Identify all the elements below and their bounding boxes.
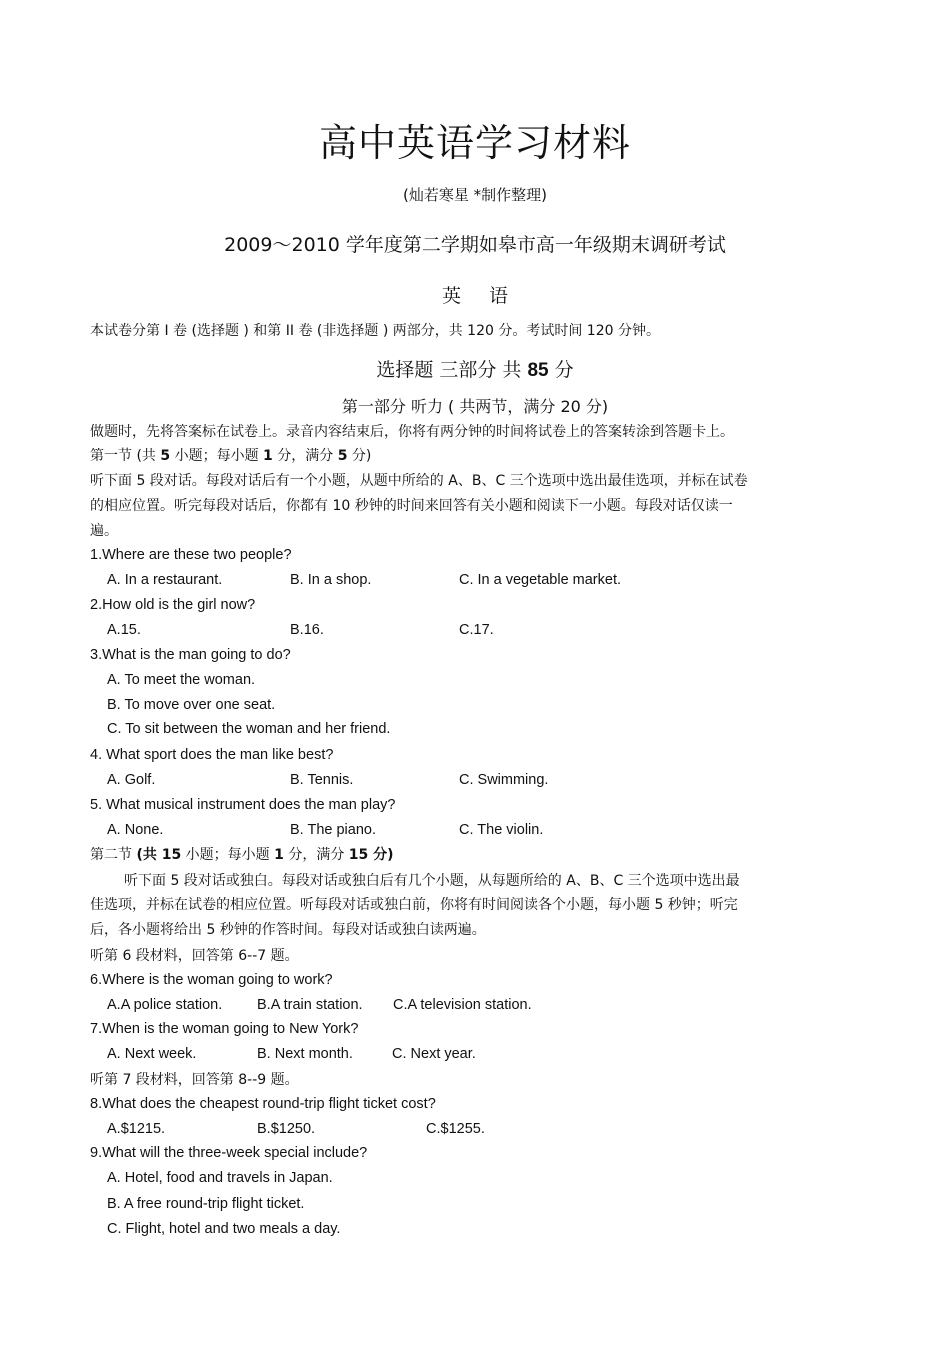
answer-instruction: 做题时，先将答案标在试卷上。录音内容结束后，你将有两分钟的时间将试卷上的答案转涂到答题卡上。 (90, 424, 734, 440)
question-3: 3.What is the man going to do? (90, 647, 291, 663)
q5-option-c: C. The violin. (459, 822, 544, 838)
subject-label: 英语 (441, 285, 536, 307)
q1-option-a: A. In a restaurant. (107, 572, 223, 588)
s1-hb: 小题；每小题 (170, 448, 264, 464)
s2-hp: 1 (274, 847, 284, 863)
s2-hn: 15 (161, 847, 182, 863)
section1-instruction-2: 的相应位置。听完每段对话后，你都有 10 秒钟的时间来回答有关小题和阅读下一小题。每段对话仅读一 (90, 498, 733, 514)
q8-option-a: A.$1215. (107, 1121, 166, 1137)
q1-option-c: C. In a vegetable market. (459, 572, 621, 588)
s2-hd: 分，满分 (283, 847, 349, 863)
page-subtitle: (灿若寒星 *制作整理) (403, 186, 547, 204)
section2-instruction-3: 后，各小题将给出 5 秒钟的作答时间。每段对话或独白读两遍。 (90, 922, 486, 938)
s1-hn: 5 (160, 448, 171, 464)
q1-option-b: B. In a shop. (290, 572, 372, 588)
material-8-9: 听第 7 段材料，回答第 8--9 题。 (90, 1072, 299, 1088)
part1-heading: 第一部分 听力 ( 共两节，满分 20 分) (341, 397, 609, 416)
material-6-7: 听第 6 段材料，回答第 6--7 题。 (90, 948, 299, 964)
question-9: 9.What will the three-week special include? (90, 1145, 368, 1161)
s1-hp: 1 (263, 448, 273, 464)
s2-hc: 小题；每小题 (181, 847, 275, 863)
section-heading-points: 85 (527, 360, 549, 381)
section-heading-suffix: 分 (548, 359, 574, 381)
q4-option-b: B. Tennis. (290, 772, 354, 788)
s2-ht: 15 (348, 847, 369, 863)
q7-option-c: C. Next year. (392, 1046, 476, 1062)
section2-instruction-1: 听下面 5 段对话或独白。每段对话或独白后有几个小题，从每题所给的 A、B、C 三个选项中选出最 (124, 873, 740, 889)
section-heading (0, 355, 950, 382)
q9-option-c: C. Flight, hotel and two meals a day. (107, 1221, 341, 1237)
question-6: 6.Where is the woman going to work? (90, 972, 333, 988)
s1-ha: 第一节 (共 (90, 448, 161, 464)
question-7: 7.When is the woman going to New York? (90, 1021, 359, 1037)
question-4: 4. What sport does the man like best? (90, 747, 334, 763)
section-heading-prefix: 选择题 三部分 共 (376, 359, 528, 381)
q4-option-a: A. Golf. (107, 772, 156, 788)
question-8: 8.What does the cheapest round-trip flight ticket cost? (90, 1096, 436, 1112)
s2-ha: 第二节 (90, 847, 137, 863)
q6-option-c: C.A television station. (393, 997, 532, 1013)
q3-option-c: C. To sit between the woman and her friend. (107, 721, 391, 737)
s2-hb: (共 (136, 847, 162, 863)
section1-instruction-3: 遍。 (90, 523, 118, 539)
q5-option-a: A. None. (107, 822, 164, 838)
section2-instruction-2: 佳选项，并标在试卷的相应位置。听每段对话或独白前，你将有时间阅读各个小题，每小题 5 秒钟；听完 (90, 897, 738, 913)
q6-option-a: A.A police station. (107, 997, 223, 1013)
q7-option-a: A. Next week. (107, 1046, 197, 1062)
q8-option-c: C.$1255. (426, 1121, 485, 1137)
q9-option-b: B. A free round-trip flight ticket. (107, 1196, 305, 1212)
page-title: 高中英语学习材料 (318, 121, 631, 165)
s1-hd: 分) (347, 448, 372, 464)
section1-heading (90, 445, 371, 465)
q2-option-b: B.16. (290, 622, 324, 638)
s2-he: 分) (368, 847, 394, 863)
q3-option-b: B. To move over one seat. (107, 697, 276, 713)
q2-option-a: A.15. (107, 622, 141, 638)
question-5: 5. What musical instrument does the man play? (90, 797, 396, 813)
exam-name: 2009～2010 学年度第二学期如皋市高一年级期末调研考试 (224, 234, 726, 256)
q3-option-a: A. To meet the woman. (107, 672, 256, 688)
q6-option-b: B.A train station. (257, 997, 363, 1013)
s1-hc: 分，满分 (272, 448, 338, 464)
section1-instruction-1: 听下面 5 段对话。每段对话后有一个小题，从题中所给的 A、B、C 三个选项中选出最佳选项，并标在试卷 (90, 473, 748, 489)
section2-heading (90, 844, 394, 864)
q7-option-b: B. Next month. (257, 1046, 353, 1062)
q8-option-b: B.$1250. (257, 1121, 316, 1137)
question-2: 2.How old is the girl now? (90, 597, 256, 613)
question-1: 1.Where are these two people? (90, 547, 292, 563)
paper-note: 本试卷分第 I 卷 (选择题 ) 和第 II 卷 (非选择题 ) 两部分，共 120 分。考试时间 120 分钟。 (90, 323, 660, 339)
q4-option-c: C. Swimming. (459, 772, 549, 788)
q2-option-c: C.17. (459, 622, 494, 638)
s1-ht: 5 (337, 448, 348, 464)
q9-option-a: A. Hotel, food and travels in Japan. (107, 1170, 333, 1186)
q5-option-b: B. The piano. (290, 822, 376, 838)
